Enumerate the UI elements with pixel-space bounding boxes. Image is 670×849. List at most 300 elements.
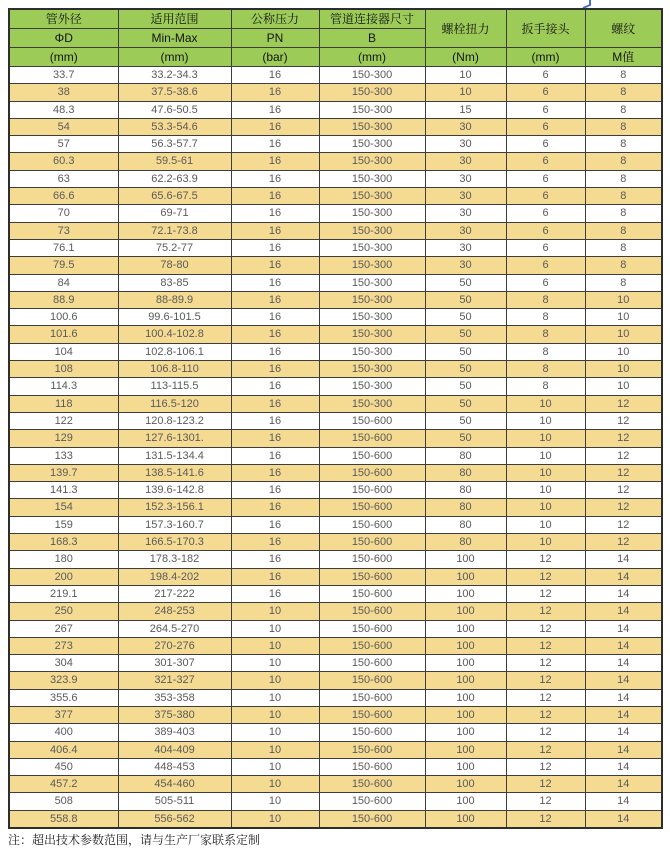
cell: 16 (231, 430, 319, 447)
cell: 16 (231, 67, 319, 84)
cell: 150-600 (319, 603, 425, 620)
cell: 6 (506, 257, 585, 274)
cell: 6 (506, 170, 585, 187)
cell: 157.3-160.7 (118, 516, 231, 533)
table-row (9, 655, 662, 672)
header-range: 适用范围 (118, 9, 231, 29)
cell: 150-300 (319, 84, 425, 101)
table-row (9, 239, 662, 256)
cell: 16 (231, 170, 319, 187)
cell: 6 (506, 136, 585, 153)
cell: 10 (231, 724, 319, 741)
cell: 505-511 (118, 793, 231, 810)
cell: 152.3-156.1 (118, 499, 231, 516)
cell: 353-358 (118, 689, 231, 706)
table-row (9, 378, 662, 395)
cell: 16 (231, 464, 319, 481)
cell: 150-300 (319, 326, 425, 343)
cell: 80 (425, 534, 506, 551)
header-wrench-joint-unit: (mm) (506, 48, 585, 67)
header-range-sub: Min-Max (118, 29, 231, 48)
cell: 12 (506, 637, 585, 654)
header-range-unit: (mm) (118, 48, 231, 67)
cell: 30 (425, 118, 506, 135)
cell: 12 (585, 534, 662, 551)
cell: 12 (585, 412, 662, 429)
cell: 73 (9, 222, 118, 239)
cell: 508 (9, 793, 118, 810)
cell: 150-600 (319, 412, 425, 429)
cell: 16 (231, 274, 319, 291)
cell: 50 (425, 274, 506, 291)
cell: 139.6-142.8 (118, 482, 231, 499)
cell: 8 (585, 101, 662, 118)
cell: 150-300 (319, 361, 425, 378)
cell: 30 (425, 188, 506, 205)
cell: 273 (9, 637, 118, 654)
cell: 301-307 (118, 655, 231, 672)
cell: 264.5-270 (118, 620, 231, 637)
cell: 54 (9, 118, 118, 135)
cell: 10 (231, 706, 319, 723)
cell: 30 (425, 153, 506, 170)
cell: 30 (425, 136, 506, 153)
cell: 180 (9, 551, 118, 568)
table-row (9, 291, 662, 308)
cell: 50 (425, 361, 506, 378)
table-row (9, 361, 662, 378)
cell: 15 (425, 101, 506, 118)
cell: 8 (506, 343, 585, 360)
table-row (9, 776, 662, 793)
cell: 6 (506, 153, 585, 170)
cell: 150-600 (319, 758, 425, 775)
cell: 10 (231, 810, 319, 828)
cell: 12 (506, 758, 585, 775)
cell: 16 (231, 309, 319, 326)
table-row (9, 326, 662, 343)
cell: 16 (231, 343, 319, 360)
cell: 80 (425, 482, 506, 499)
cell: 10 (231, 672, 319, 689)
cell: 150-300 (319, 136, 425, 153)
table-row (9, 412, 662, 429)
cell: 6 (506, 239, 585, 256)
cell: 8 (585, 205, 662, 222)
header-pipe-od-sub: ΦD (9, 29, 118, 48)
cell: 14 (585, 741, 662, 758)
cell: 16 (231, 447, 319, 464)
cell: 556-562 (118, 810, 231, 828)
cell: 33.2-34.3 (118, 67, 231, 84)
cell: 10 (231, 741, 319, 758)
cell: 104 (9, 343, 118, 360)
table-row (9, 309, 662, 326)
cell: 100.6 (9, 309, 118, 326)
cell: 6 (506, 67, 585, 84)
cell: 14 (585, 568, 662, 585)
cell: 16 (231, 118, 319, 135)
cell: 100 (425, 810, 506, 828)
table-row (9, 343, 662, 360)
cell: 150-300 (319, 118, 425, 135)
cell: 100 (425, 603, 506, 620)
header-pipe-od-unit: (mm) (9, 48, 118, 67)
cell: 12 (506, 706, 585, 723)
cell: 150-300 (319, 343, 425, 360)
cell: 150-600 (319, 793, 425, 810)
table-row (9, 430, 662, 447)
cell: 10 (425, 67, 506, 84)
cell: 10 (231, 758, 319, 775)
cell: 6 (506, 222, 585, 239)
cell: 63 (9, 170, 118, 187)
cell: 100 (425, 551, 506, 568)
cell: 16 (231, 568, 319, 585)
cell: 12 (506, 724, 585, 741)
cell: 16 (231, 101, 319, 118)
header-thread: 螺纹 (585, 9, 662, 48)
cell: 62.2-63.9 (118, 170, 231, 187)
cell: 198.4-202 (118, 568, 231, 585)
cell: 14 (585, 672, 662, 689)
cell: 16 (231, 257, 319, 274)
cell: 14 (585, 724, 662, 741)
table-row (9, 672, 662, 689)
cell: 217-222 (118, 585, 231, 602)
cell: 150-600 (319, 447, 425, 464)
cell: 10 (585, 343, 662, 360)
cell: 108 (9, 361, 118, 378)
cell: 400 (9, 724, 118, 741)
cell: 150-600 (319, 655, 425, 672)
cell: 60.3 (9, 153, 118, 170)
header-unit-row (9, 48, 662, 67)
cell: 12 (506, 568, 585, 585)
cell: 355.6 (9, 689, 118, 706)
cell: 100 (425, 793, 506, 810)
cell: 6 (506, 101, 585, 118)
cell: 100 (425, 706, 506, 723)
cell: 16 (231, 239, 319, 256)
table-body (9, 67, 662, 829)
cell: 12 (585, 499, 662, 516)
cell: 100 (425, 776, 506, 793)
table-row (9, 257, 662, 274)
cell: 150-600 (319, 810, 425, 828)
table-row (9, 758, 662, 775)
cell: 250 (9, 603, 118, 620)
cell: 122 (9, 412, 118, 429)
cell: 150-600 (319, 689, 425, 706)
cell: 56.3-57.7 (118, 136, 231, 153)
cell: 150-300 (319, 170, 425, 187)
cell: 106.8-110 (118, 361, 231, 378)
cell: 12 (506, 620, 585, 637)
cell: 100 (425, 672, 506, 689)
cell: 50 (425, 291, 506, 308)
cell: 16 (231, 534, 319, 551)
cell: 14 (585, 706, 662, 723)
header-pressure: 公称压力 (231, 9, 319, 29)
cell: 150-300 (319, 291, 425, 308)
cell: 406.4 (9, 741, 118, 758)
cell: 12 (585, 516, 662, 533)
cell: 150-300 (319, 257, 425, 274)
cell: 150-300 (319, 101, 425, 118)
header-connector-size-sub: B (319, 29, 425, 48)
header-pressure-unit: (bar) (231, 48, 319, 67)
cell: 69-71 (118, 205, 231, 222)
cell: 150-300 (319, 222, 425, 239)
cell: 12 (506, 655, 585, 672)
table-row (9, 689, 662, 706)
cell: 133 (9, 447, 118, 464)
cell: 16 (231, 551, 319, 568)
cell: 8 (585, 170, 662, 187)
cell: 8 (585, 222, 662, 239)
cell: 8 (585, 84, 662, 101)
table-row (9, 516, 662, 533)
cell: 131.5-134.4 (118, 447, 231, 464)
cell: 6 (506, 205, 585, 222)
cell: 8 (585, 239, 662, 256)
cell: 59.5-61 (118, 153, 231, 170)
table-row (9, 706, 662, 723)
cell: 8 (585, 188, 662, 205)
cell: 150-600 (319, 620, 425, 637)
cell: 100 (425, 689, 506, 706)
cell: 127.6-1301. (118, 430, 231, 447)
cell: 139.7 (9, 464, 118, 481)
cell: 8 (506, 326, 585, 343)
cell: 12 (506, 793, 585, 810)
cell: 116.5-120 (118, 395, 231, 412)
cell: 558.8 (9, 810, 118, 828)
cell: 100 (425, 724, 506, 741)
cell: 100 (425, 585, 506, 602)
cell: 8 (585, 153, 662, 170)
cell: 150-600 (319, 464, 425, 481)
cell: 10 (231, 620, 319, 637)
cell: 154 (9, 499, 118, 516)
cell: 14 (585, 603, 662, 620)
cell: 150-600 (319, 672, 425, 689)
cell: 150-300 (319, 395, 425, 412)
cell: 375-380 (118, 706, 231, 723)
cell: 16 (231, 378, 319, 395)
cell: 10 (506, 464, 585, 481)
cell: 219.1 (9, 585, 118, 602)
cell: 80 (425, 516, 506, 533)
cell: 50 (425, 343, 506, 360)
cell: 454-460 (118, 776, 231, 793)
cell: 10 (425, 84, 506, 101)
cell: 178.3-182 (118, 551, 231, 568)
cell: 12 (585, 447, 662, 464)
table-row (9, 101, 662, 118)
table-row (9, 395, 662, 412)
cell: 404-409 (118, 741, 231, 758)
table-row (9, 551, 662, 568)
cell: 100 (425, 620, 506, 637)
table-row (9, 810, 662, 828)
cell: 75.2-77 (118, 239, 231, 256)
cell: 16 (231, 136, 319, 153)
cell: 72.1-73.8 (118, 222, 231, 239)
cell: 10 (231, 689, 319, 706)
cell: 321-327 (118, 672, 231, 689)
cell: 200 (9, 568, 118, 585)
cell: 10 (506, 516, 585, 533)
header-bolt-torque-unit: (Nm) (425, 48, 506, 67)
spec-table (8, 8, 663, 829)
cell: 14 (585, 793, 662, 810)
table-row (9, 620, 662, 637)
cell: 168.3 (9, 534, 118, 551)
cell: 323.9 (9, 672, 118, 689)
cell: 166.5-170.3 (118, 534, 231, 551)
cell: 14 (585, 637, 662, 654)
cell: 16 (231, 585, 319, 602)
cell: 16 (231, 361, 319, 378)
cell: 12 (585, 395, 662, 412)
cell: 16 (231, 412, 319, 429)
cell: 150-600 (319, 430, 425, 447)
cell: 150-600 (319, 724, 425, 741)
cell: 100 (425, 758, 506, 775)
cell: 248-253 (118, 603, 231, 620)
cell: 129 (9, 430, 118, 447)
cell: 8 (506, 309, 585, 326)
cell: 150-300 (319, 188, 425, 205)
cell: 150-600 (319, 568, 425, 585)
cell: 12 (506, 776, 585, 793)
table-row (9, 153, 662, 170)
cell: 50 (425, 412, 506, 429)
cell: 14 (585, 620, 662, 637)
cell: 10 (585, 378, 662, 395)
cell: 6 (506, 84, 585, 101)
cell: 16 (231, 188, 319, 205)
cell: 33.7 (9, 67, 118, 84)
cell: 16 (231, 516, 319, 533)
cell: 141.3 (9, 482, 118, 499)
cell: 120.8-123.2 (118, 412, 231, 429)
table-row (9, 67, 662, 84)
cell: 16 (231, 326, 319, 343)
cell: 16 (231, 222, 319, 239)
cell: 150-600 (319, 534, 425, 551)
cell: 448-453 (118, 758, 231, 775)
table-row (9, 568, 662, 585)
cell: 99.6-101.5 (118, 309, 231, 326)
cell: 14 (585, 776, 662, 793)
cell: 10 (231, 655, 319, 672)
table-row (9, 499, 662, 516)
cell: 8 (506, 291, 585, 308)
cell: 10 (506, 534, 585, 551)
cell: 10 (506, 430, 585, 447)
cell: 150-600 (319, 741, 425, 758)
cell: 14 (585, 689, 662, 706)
cell: 450 (9, 758, 118, 775)
cell: 80 (425, 499, 506, 516)
cell: 457.2 (9, 776, 118, 793)
header-pipe-od: 管外径 (9, 9, 118, 29)
cell: 150-300 (319, 274, 425, 291)
cell: 10 (231, 603, 319, 620)
cell: 102.8-106.1 (118, 343, 231, 360)
cell: 12 (506, 741, 585, 758)
cell: 389-403 (118, 724, 231, 741)
header-connector-size: 管道连接器尺寸 (319, 9, 425, 29)
cell: 150-600 (319, 482, 425, 499)
cell: 57 (9, 136, 118, 153)
cell: 100.4-102.8 (118, 326, 231, 343)
cell: 14 (585, 551, 662, 568)
header-connector-size-unit: (mm) (319, 48, 425, 67)
cell: 53.3-54.6 (118, 118, 231, 135)
cell: 114.3 (9, 378, 118, 395)
cell: 12 (585, 464, 662, 481)
cell: 12 (506, 672, 585, 689)
cell: 30 (425, 205, 506, 222)
cell: 150-600 (319, 585, 425, 602)
table-row (9, 637, 662, 654)
table-row (9, 118, 662, 135)
cell: 50 (425, 326, 506, 343)
cell: 150-300 (319, 378, 425, 395)
cell: 16 (231, 153, 319, 170)
cell: 113-115.5 (118, 378, 231, 395)
cell: 80 (425, 447, 506, 464)
cell: 30 (425, 239, 506, 256)
cell: 16 (231, 205, 319, 222)
cell: 10 (231, 793, 319, 810)
cell: 8 (585, 274, 662, 291)
cell: 150-600 (319, 551, 425, 568)
table-row (9, 793, 662, 810)
cell: 66.6 (9, 188, 118, 205)
cell: 76.1 (9, 239, 118, 256)
cell: 8 (585, 67, 662, 84)
cell: 150-300 (319, 67, 425, 84)
cell: 12 (585, 430, 662, 447)
cell: 100 (425, 568, 506, 585)
table-row (9, 205, 662, 222)
header-title-row (9, 9, 662, 29)
table-row (9, 170, 662, 187)
table-row (9, 482, 662, 499)
cell: 6 (506, 188, 585, 205)
cell: 100 (425, 655, 506, 672)
table-header (9, 9, 662, 67)
cell: 150-300 (319, 153, 425, 170)
table-row (9, 585, 662, 602)
cell: 50 (425, 309, 506, 326)
cell: 16 (231, 395, 319, 412)
table-row (9, 84, 662, 101)
cell: 14 (585, 655, 662, 672)
header-pressure-sub: PN (231, 29, 319, 48)
cell: 10 (585, 326, 662, 343)
cell: 38 (9, 84, 118, 101)
table-row (9, 464, 662, 481)
cell: 14 (585, 585, 662, 602)
cell: 100 (425, 637, 506, 654)
cell: 88-89.9 (118, 291, 231, 308)
